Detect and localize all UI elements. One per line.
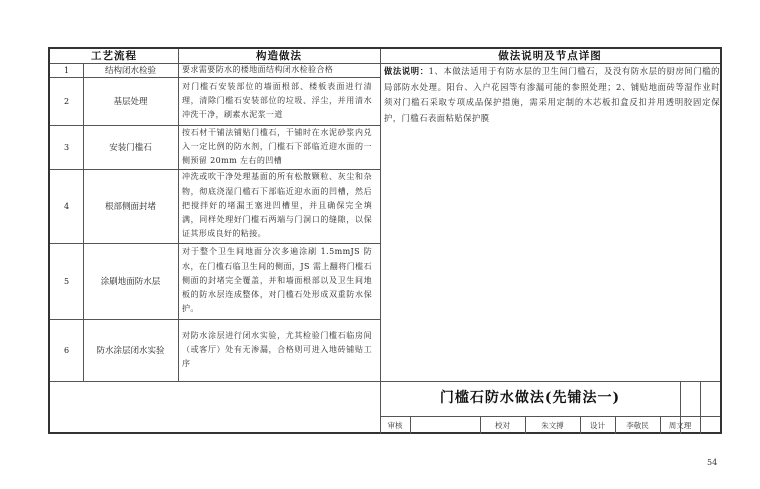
row-number: 1 <box>63 65 70 75</box>
page-number: 54 <box>707 458 718 467</box>
col-divider-1 <box>178 49 179 381</box>
header-process: 工艺流程 <box>91 50 137 62</box>
notes-text: 1、本做法适用于有防水层的卫生间门槛石，及没有防水层的厨房间门槛的局部防水处理。阳台、入户花园等有渗漏可能的参照处理；2、铺贴地面砖等湿作业时须对门槛石采取专项成品保护措施，需采用定制的木芯板扣盒反扣并用透明胶固定保护，门槛石表面粘贴保护膜 <box>384 66 720 123</box>
row-number: 6 <box>63 345 70 355</box>
row-step: 结构闭水检验 <box>104 66 156 76</box>
notes-label: 做法说明： <box>384 66 429 76</box>
review-label: 审核 <box>387 421 403 430</box>
row-description: 对防水涂层进行闭水实验，尤其检验门槛石临房间（或客厅）处有无渗漏，合格则可进入地砖铺贴工序 <box>182 330 372 369</box>
method-notes <box>384 64 720 126</box>
row-description: 冲洗或吹干净处理基面的所有松散颗粒、灰尘和杂物，彻底浇湿门槛石下部临近迎水面的凹槽，然后把搅拌好的堵漏王塞进凹槽里，并且确保完全填满，同样处理好门槛石两端与门洞口的缝隙，以保证其形成良好的粘接。 <box>182 172 372 239</box>
row-number: 4 <box>63 201 70 211</box>
design-label: 设计 <box>590 421 605 430</box>
row-step: 安装门槛石 <box>109 143 152 153</box>
designer-name: 李敬民 <box>626 421 649 430</box>
drawing-title: 门槛石防水做法(先铺法一) <box>439 390 621 406</box>
row-number: 2 <box>63 96 70 106</box>
row-description: 要求需要防水的楼地面结构闭水检验合格 <box>182 64 334 74</box>
checker-name: 朱文搏 <box>541 421 564 430</box>
sig-divider <box>410 416 411 434</box>
row-number: 3 <box>63 142 70 152</box>
check-label: 校对 <box>495 421 510 430</box>
row-step: 根部侧面封堵 <box>104 202 156 212</box>
row-step: 防水涂层闭水实验 <box>96 346 165 356</box>
drafter-name: 周文理 <box>668 421 692 430</box>
title-block-mid <box>380 416 720 417</box>
row-description: 对门槛石安装部位的墙面根部、楼板表面进行清理，清除门槛石安装部位的垃圾、浮尘，并用清水冲洗干净，刷素水泥浆一道 <box>182 81 372 120</box>
row-number: 5 <box>63 276 70 286</box>
title-block-divider <box>700 381 701 434</box>
row-description: 按石材干铺法铺贴门槛石，干铺时在水泥砂浆内兑入一定比例的防水剂，门槛石下部临近迎水面的一侧预留 20mm 左右的凹槽 <box>182 127 372 166</box>
drawing-sheet <box>48 47 722 434</box>
header-notes: 做法说明及节点详图 <box>498 50 602 62</box>
row-step: 涂刷地面防水层 <box>100 277 161 287</box>
header-method: 构造做法 <box>256 50 302 62</box>
row-description: 对于整个卫生间地面分次多遍涂刷 1.5mmJS 防水，在门槛石临卫生间的侧面，JS 需上翻将门槛石侧面的封堵完全覆盖，并和墙面根部以及卫生间地板的防水层连成整体，对门槛石处形成双重防水保护。 <box>182 247 372 314</box>
col-divider-2 <box>380 49 381 434</box>
row-step: 基层处理 <box>113 97 148 107</box>
